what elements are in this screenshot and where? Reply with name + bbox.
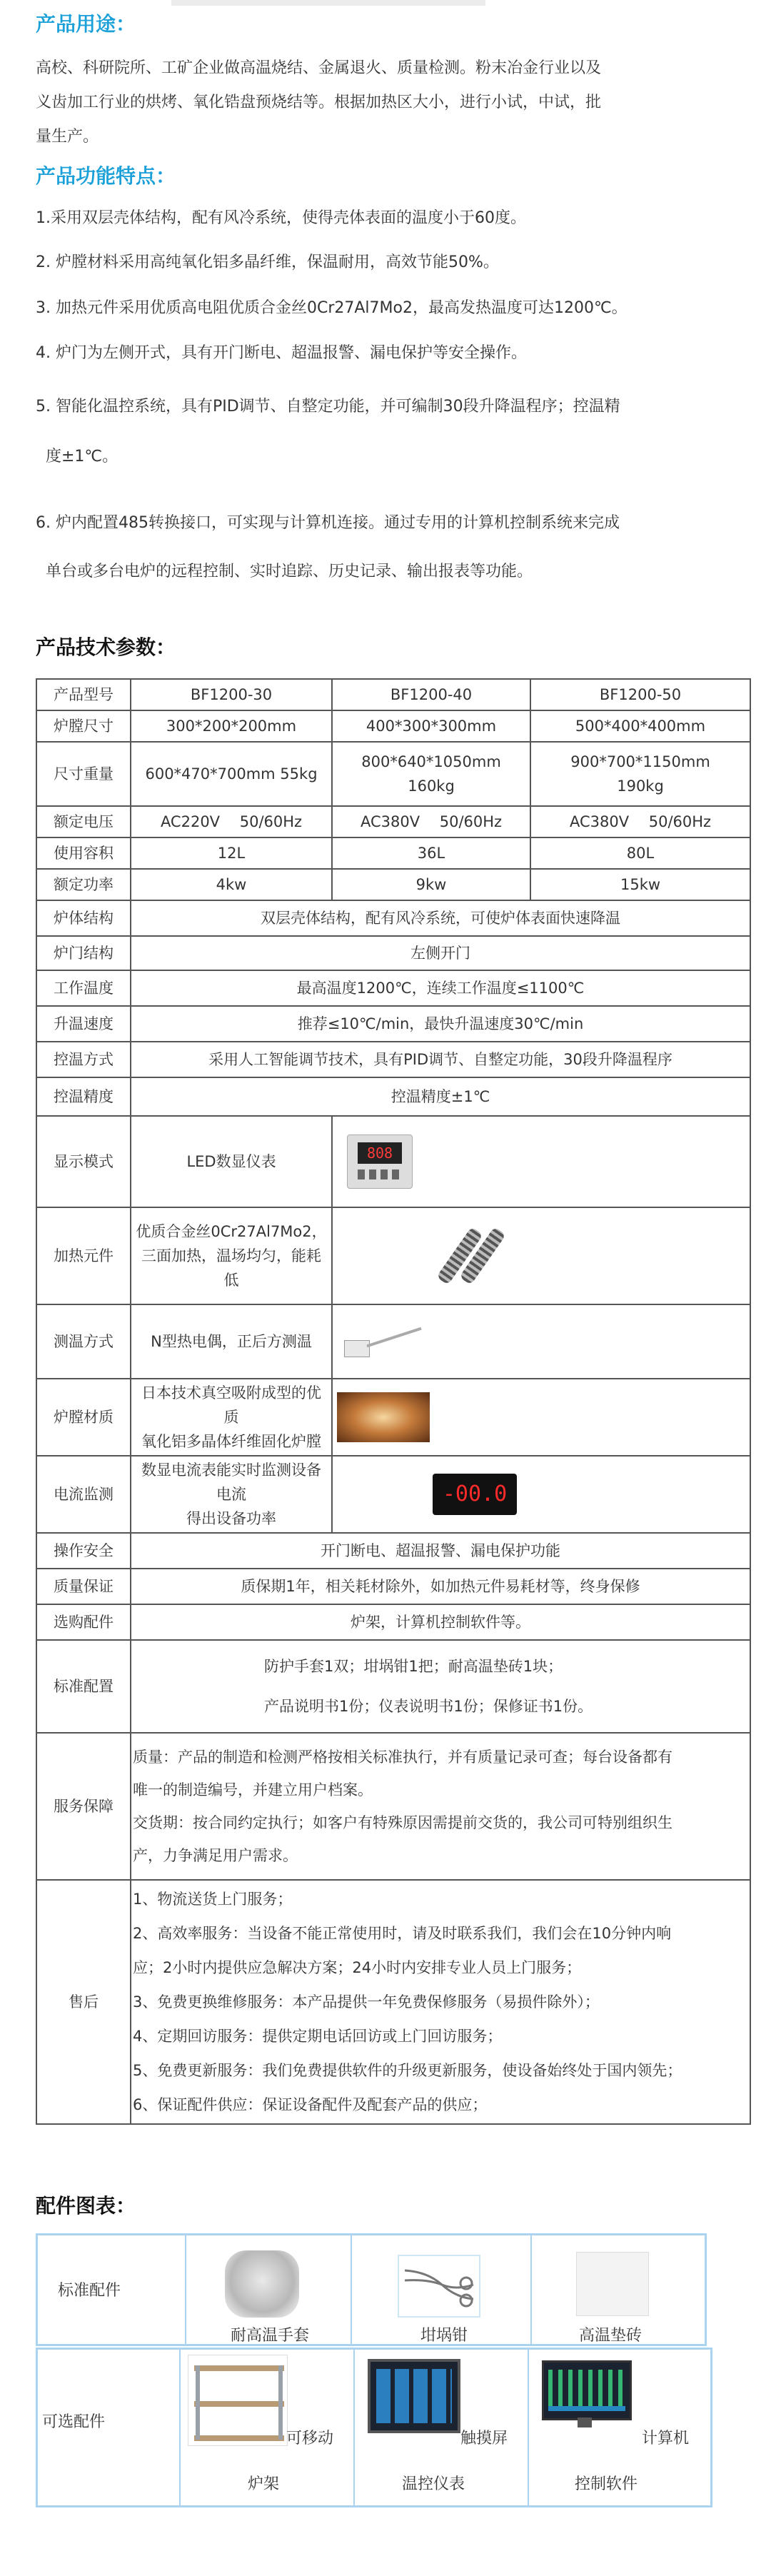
temperature-controller-image <box>347 1134 413 1189</box>
cell: AC380V 50/60Hz <box>332 806 530 837</box>
cell-line: 交货期：按合同约定执行；如客户有特殊原因需提前交货的，我公司可特别组织生 <box>133 1814 672 1831</box>
table-row <box>36 1733 750 1880</box>
gloves-image <box>225 2250 299 2318</box>
row-label: 炉膛材质 <box>36 1379 131 1456</box>
feature-line: 4. 炉门为左侧开式，具有开门断电、超温报警、漏电保护等安全操作。 <box>36 344 527 362</box>
fiber-chamber-image <box>337 1392 430 1442</box>
cell <box>332 1456 750 1533</box>
table-row <box>36 1207 750 1304</box>
cell: 12L <box>131 837 332 869</box>
rack-shelf <box>194 2401 284 2407</box>
cell-line: 质量：产品的制造和检测严格按相关标准执行，并有质量记录可查；每台设备都有 <box>133 1749 672 1766</box>
cell: 9kw <box>332 869 530 900</box>
cell: 炉架，计算机控制软件等。 <box>131 1604 750 1640</box>
cell <box>131 1640 750 1733</box>
row-label: 控温方式 <box>36 1042 131 1077</box>
row-label: 标准配置 <box>36 1640 131 1733</box>
cell-line: 日本技术真空吸附成型的优质 <box>141 1384 321 1426</box>
cell-line: 唯一的制造编号，并建立用户档案。 <box>133 1781 373 1798</box>
feature-line: 度±1℃。 <box>46 448 119 466</box>
furnace-rack-image <box>188 2355 288 2446</box>
table-row <box>36 900 750 936</box>
table-row <box>36 742 750 806</box>
row-label: 选购配件 <box>36 1604 131 1640</box>
cell: 4kw <box>131 869 332 900</box>
row-label: 电流监测 <box>36 1456 131 1533</box>
row-label: 测温方式 <box>36 1304 131 1379</box>
cell <box>131 1379 332 1456</box>
crucible-tongs-image <box>398 2255 480 2318</box>
accessory-tag: 计算机 <box>642 2430 690 2447</box>
row-label: 产品型号 <box>36 679 131 710</box>
cell <box>332 1116 750 1207</box>
accessory-name: 高温垫砖 <box>579 2327 642 2345</box>
cell-line: 产，力争满足用户需求。 <box>133 1847 298 1864</box>
feature-line: 1.采用双层壳体结构，配有风冷系统，使得壳体表面的温度小于60度。 <box>36 209 526 227</box>
rack-shelf <box>194 2365 284 2371</box>
cell: 采用人工智能调节技术，具有PID调节、自整定功能，30段升降温程序 <box>131 1042 750 1077</box>
optional-accessories-label: 可选配件 <box>42 2413 106 2431</box>
cell-line: 4、定期回访服务：提供定期电话回访或上门回访服务； <box>133 2028 503 2045</box>
spec-title: 产品技术参数： <box>36 635 176 659</box>
cell: AC380V 50/60Hz <box>530 806 750 837</box>
row-label: 使用容积 <box>36 837 131 869</box>
cell-line: 6、保证配件供应：保证设备配件及配套产品的供应； <box>133 2096 488 2113</box>
cell-line: 2、高效率服务：当设备不能正常使用时，请及时联系我们，我们会在10分钟内响 <box>133 1925 672 1942</box>
cell-line: 160kg <box>408 778 455 795</box>
table-row <box>36 1640 750 1733</box>
accessory-cell <box>530 2233 707 2346</box>
firebrick-image <box>576 2252 649 2316</box>
cell-line: 氧化铝多晶体纤维固化炉膛 <box>141 1433 321 1450</box>
accessories-title: 配件图表： <box>36 2194 136 2218</box>
cell: 控温精度±1℃ <box>131 1077 750 1116</box>
table-row <box>36 970 750 1006</box>
top-divider <box>171 0 485 6</box>
accessory-cell <box>353 2348 529 2507</box>
features-title: 产品功能特点： <box>36 164 176 188</box>
table-row <box>36 1456 750 1533</box>
screen-content <box>376 2369 452 2423</box>
row-label: 工作温度 <box>36 970 131 1006</box>
tongs-icon <box>399 2256 479 2316</box>
row-label: 额定功率 <box>36 869 131 900</box>
cell-line: 应；2小时内提供应急解决方案；24小时内安排专业人员上门服务； <box>133 1959 582 1976</box>
cell: 80L <box>530 837 750 869</box>
cell: 400*300*300mm <box>332 710 530 742</box>
accessory-name: 坩埚钳 <box>420 2327 468 2345</box>
optional-accessories-panel <box>36 2348 712 2507</box>
cell-line: 1、物流送货上门服务； <box>133 1891 293 1908</box>
accessory-cell <box>185 2233 352 2346</box>
cell-line: 得出设备功率 <box>186 1510 276 1527</box>
cell: BF1200-30 <box>131 679 332 710</box>
cell <box>131 1880 750 2124</box>
accessory-name: 控制软件 <box>575 2475 638 2493</box>
cell: AC220V 50/60Hz <box>131 806 332 837</box>
cell: 15kw <box>530 869 750 900</box>
row-label: 售后 <box>36 1880 131 2124</box>
heating-coil-image <box>440 1224 504 1288</box>
row-label: 加热元件 <box>36 1207 131 1304</box>
feature-line: 单台或多台电炉的远程控制、实时追踪、历史记录、输出报表等功能。 <box>46 563 533 580</box>
cell-line: 190kg <box>617 778 664 795</box>
cell: 600*470*700mm 55kg <box>131 742 332 806</box>
row-label: 控温精度 <box>36 1077 131 1116</box>
feature-line: 3. 加热元件采用优质高电阻优质合金丝0Cr27Al7Mo2，最高发热温度可达1200℃。 <box>36 299 628 317</box>
purpose-line: 量生产。 <box>36 128 99 146</box>
accessory-name: 炉架 <box>248 2475 280 2493</box>
cell-line: 产品说明书1份；仪表说明书1份；保修证书1份。 <box>264 1698 593 1715</box>
purpose-line: 高校、科研院所、工矿企业做高温烧结、金属退火、质量检测。粉末冶金行业以及 <box>36 59 602 77</box>
table-row <box>36 1006 750 1042</box>
cell: 双层壳体结构，配有风冷系统，可使炉体表面快速降温 <box>131 900 750 936</box>
cell: 最高温度1200℃，连续工作温度≤1100℃ <box>131 970 750 1006</box>
cell: 300*200*200mm <box>131 710 332 742</box>
thermocouple-image <box>337 1320 423 1363</box>
cell <box>332 1304 750 1379</box>
row-label: 质量保证 <box>36 1569 131 1604</box>
cell <box>131 1733 750 1880</box>
table-row <box>36 1569 750 1604</box>
table-row <box>36 1533 750 1569</box>
computer-image <box>535 2356 636 2430</box>
table-row <box>36 1116 750 1207</box>
touchscreen-controller-image <box>368 2359 460 2433</box>
table-row <box>36 1604 750 1640</box>
cell: BF1200-40 <box>332 679 530 710</box>
table-row <box>36 869 750 900</box>
accessory-tag: 可移动 <box>286 2430 334 2447</box>
cell <box>332 742 530 806</box>
table-row <box>36 837 750 869</box>
table-row <box>36 1304 750 1379</box>
cell-line: 防护手套1双；坩埚钳1把；耐高温垫砖1块； <box>264 1658 563 1675</box>
accessory-cell <box>179 2348 355 2507</box>
controller-buttons <box>358 1169 402 1179</box>
cell <box>131 1207 332 1304</box>
cell: 左侧开门 <box>131 936 750 970</box>
row-label: 炉体结构 <box>36 900 131 936</box>
table-row <box>36 1077 750 1116</box>
row-label: 炉门结构 <box>36 936 131 970</box>
cell-line: 三面加热，温场均匀，能耗低 <box>141 1247 321 1289</box>
cell: 质保期1年，相关耗材除外，如加热元件易耗材等，终身保修 <box>131 1569 750 1604</box>
rack-leg <box>196 2365 200 2440</box>
cell: BF1200-50 <box>530 679 750 710</box>
table-row <box>36 1880 750 2124</box>
standard-accessories-panel <box>36 2233 707 2346</box>
row-label: 服务保障 <box>36 1733 131 1880</box>
row-label: 额定电压 <box>36 806 131 837</box>
cell <box>530 742 750 806</box>
row-label: 炉膛尺寸 <box>36 710 131 742</box>
table-row <box>36 1042 750 1077</box>
cell <box>332 1207 750 1304</box>
cell-line: 800*640*1050mm <box>361 753 501 770</box>
table-row <box>36 710 750 742</box>
row-label: 操作安全 <box>36 1533 131 1569</box>
cell: 开门断电、超温报警、漏电保护功能 <box>131 1533 750 1569</box>
purpose-title: 产品用途： <box>36 12 136 36</box>
purpose-line: 义齿加工行业的烘烤、氧化锆盘预烧结等。根据加热区大小，进行小试，中试，批 <box>36 94 602 111</box>
cell: 推荐≤10℃/min，最快升温速度30℃/min <box>131 1006 750 1042</box>
feature-line: 6. 炉内配置485转换接口，可实现与计算机连接。通过专用的计算机控制系统来完成 <box>36 514 620 532</box>
controller-display: 808 <box>358 1142 402 1164</box>
row-label: 升温速度 <box>36 1006 131 1042</box>
accessory-cell <box>351 2233 532 2346</box>
cell-line: 优质合金丝0Cr27Al7Mo2， <box>136 1223 327 1240</box>
cell <box>131 1456 332 1533</box>
rack-shelf <box>194 2435 284 2441</box>
cell-line: 数显电流表能实时监测设备电流 <box>141 1461 321 1503</box>
table-row <box>36 1379 750 1456</box>
cell: 500*400*400mm <box>530 710 750 742</box>
cell: N型热电偶，正后方测温 <box>131 1304 332 1379</box>
spec-table <box>36 678 751 2125</box>
accessory-cell <box>528 2348 712 2507</box>
table-row <box>36 806 750 837</box>
row-label: 显示模式 <box>36 1116 131 1207</box>
cell: 36L <box>332 837 530 869</box>
cell-line: 5、免费更新服务：我们免费提供软件的升级更新服务，使设备始终处于国内领先； <box>133 2062 682 2079</box>
accessory-tag: 触摸屏 <box>460 2430 508 2447</box>
feature-line: 5. 智能化温控系统，具有PID调节、自整定功能，并可编制30段升降温程序；控温精 <box>36 398 620 416</box>
monitor-stand <box>578 2417 592 2427</box>
table-row <box>36 679 750 710</box>
cell <box>332 1379 750 1456</box>
monitor-icon <box>542 2360 632 2420</box>
accessory-name: 温控仪表 <box>402 2475 465 2493</box>
accessory-name: 耐高温手套 <box>231 2327 310 2345</box>
table-row <box>36 936 750 970</box>
cell-line: 900*700*1150mm <box>570 753 710 770</box>
rack-leg <box>278 2365 283 2440</box>
standard-accessories-label: 标准配件 <box>58 2282 121 2300</box>
row-label: 尺寸重量 <box>36 742 131 806</box>
ammeter-image: -00.0 <box>433 1474 517 1515</box>
cell: LED数显仪表 <box>131 1116 332 1207</box>
cell-line: 3、免费更换维修服务：本产品提供一年免费保修服务（易损件除外）； <box>133 1993 600 2011</box>
feature-line: 2. 炉膛材料采用高纯氧化铝多晶纤维，保温耐用，高效节能50%。 <box>36 253 499 271</box>
